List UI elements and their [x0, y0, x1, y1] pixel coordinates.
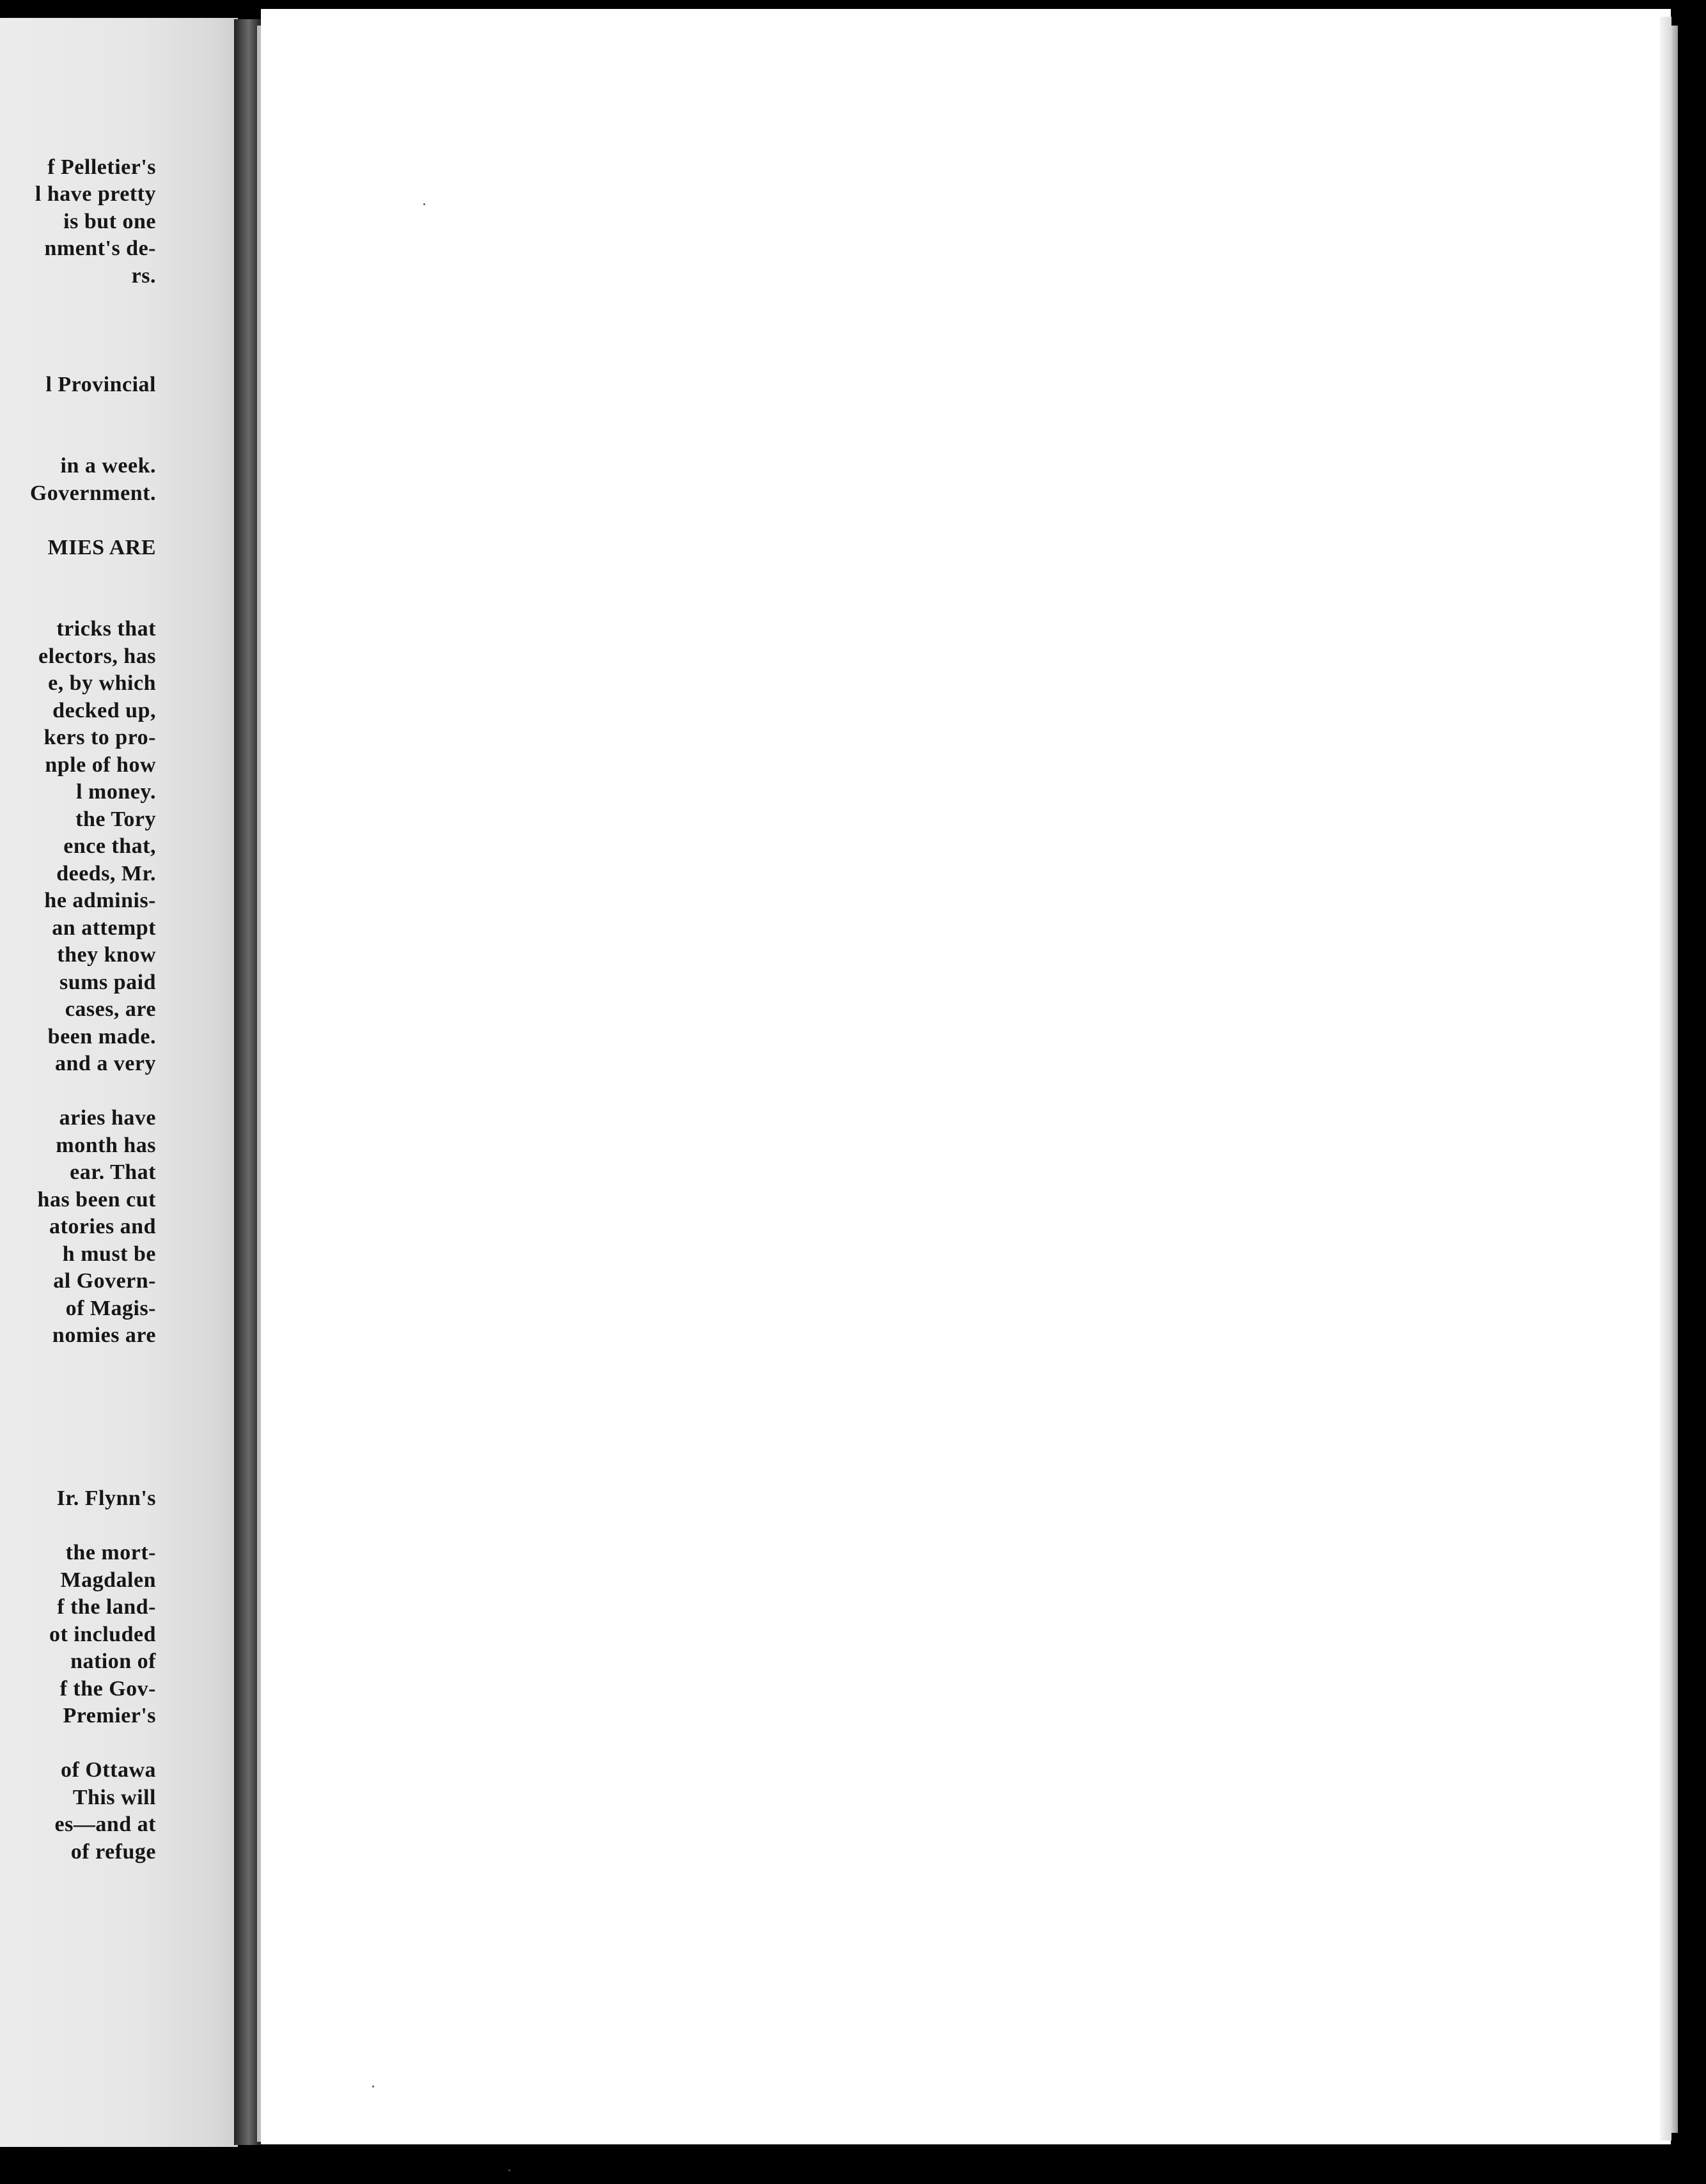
text-line: decked up, — [52, 698, 156, 722]
text-line — [0, 507, 156, 534]
text-line: h must be — [62, 1242, 156, 1266]
text-line: MIES ARE — [47, 535, 156, 559]
left-page — [0, 18, 238, 2147]
dust-speck — [372, 2086, 374, 2087]
text-line: tricks that — [56, 617, 156, 641]
text-line — [0, 18, 156, 45]
dust-speck — [423, 203, 425, 205]
dust-speck — [508, 2169, 510, 2171]
text-line — [0, 100, 156, 127]
text-line: aries have — [59, 1106, 156, 1130]
text-line: al Govern- — [53, 1269, 156, 1293]
text-line — [0, 317, 156, 345]
text-line: sums paid — [59, 970, 156, 994]
text-line — [0, 290, 156, 317]
page-edge-shadow — [1671, 26, 1678, 2133]
text-line: has been cut — [37, 1187, 156, 1212]
text-line: Premier's — [63, 1704, 156, 1728]
text-line: he adminis- — [44, 889, 156, 912]
text-line: Government. — [29, 481, 156, 505]
text-line: the Tory — [75, 807, 156, 831]
text-line: the mort- — [65, 1541, 156, 1564]
text-line — [0, 398, 156, 426]
text-line — [0, 1404, 156, 1431]
text-line: they know — [57, 943, 156, 967]
text-line — [0, 1458, 156, 1486]
text-line — [0, 72, 156, 100]
text-line: and a very — [55, 1052, 156, 1075]
text-line — [0, 589, 156, 616]
text-line — [0, 1431, 156, 1458]
text-line: l have pretty — [35, 182, 156, 206]
text-line — [0, 1350, 156, 1377]
text-line — [0, 1730, 156, 1758]
text-line: month has — [56, 1133, 156, 1157]
text-line: nomies are — [52, 1323, 156, 1347]
text-line — [0, 344, 156, 371]
text-line: atories and — [49, 1215, 156, 1238]
text-line: is but one — [63, 209, 156, 233]
text-line: of Magis- — [65, 1296, 156, 1320]
text-line: f the land- — [57, 1595, 156, 1619]
text-line: electors, has — [38, 644, 156, 668]
text-line: of Ottawa — [61, 1758, 156, 1782]
text-line — [0, 561, 156, 589]
dust-speck — [251, 575, 253, 577]
text-line — [0, 1513, 156, 1540]
text-line: ence that, — [63, 834, 156, 858]
text-line: nation of — [70, 1650, 156, 1673]
text-line: l Provincial — [45, 372, 156, 396]
text-line: ear. That — [70, 1160, 156, 1184]
text-line — [0, 45, 156, 73]
text-line: f the Gov- — [59, 1676, 156, 1701]
text-line: nment's de- — [44, 237, 156, 260]
text-line: of refuge — [70, 1839, 156, 1864]
text-line: ot included — [49, 1622, 156, 1646]
text-line — [0, 1377, 156, 1404]
text-line: kers to pro- — [43, 726, 156, 749]
text-line: cases, are — [65, 997, 156, 1021]
text-line: been made. — [47, 1024, 156, 1049]
text-line — [0, 127, 156, 154]
text-line: nple of how — [45, 753, 156, 777]
page-edge — [1660, 17, 1671, 2141]
text-line: deeds, Mr. — [56, 861, 156, 885]
text-line: This will — [72, 1785, 156, 1809]
text-line: an attempt — [52, 916, 156, 940]
text-line: Magdalen — [60, 1568, 156, 1592]
text-line: es—and at — [54, 1813, 156, 1836]
text-line: Ir. Flynn's — [56, 1486, 156, 1510]
text-line: f Pelletier's — [47, 155, 156, 179]
text-line: e, by which — [48, 671, 156, 695]
blank-right-page — [261, 9, 1671, 2144]
text-line: l money. — [76, 780, 156, 804]
text-line — [0, 426, 156, 453]
text-line — [0, 1078, 156, 1105]
left-page-text — [0, 18, 156, 1866]
text-line: rs. — [131, 263, 156, 288]
text-line: in a week. — [60, 454, 156, 478]
